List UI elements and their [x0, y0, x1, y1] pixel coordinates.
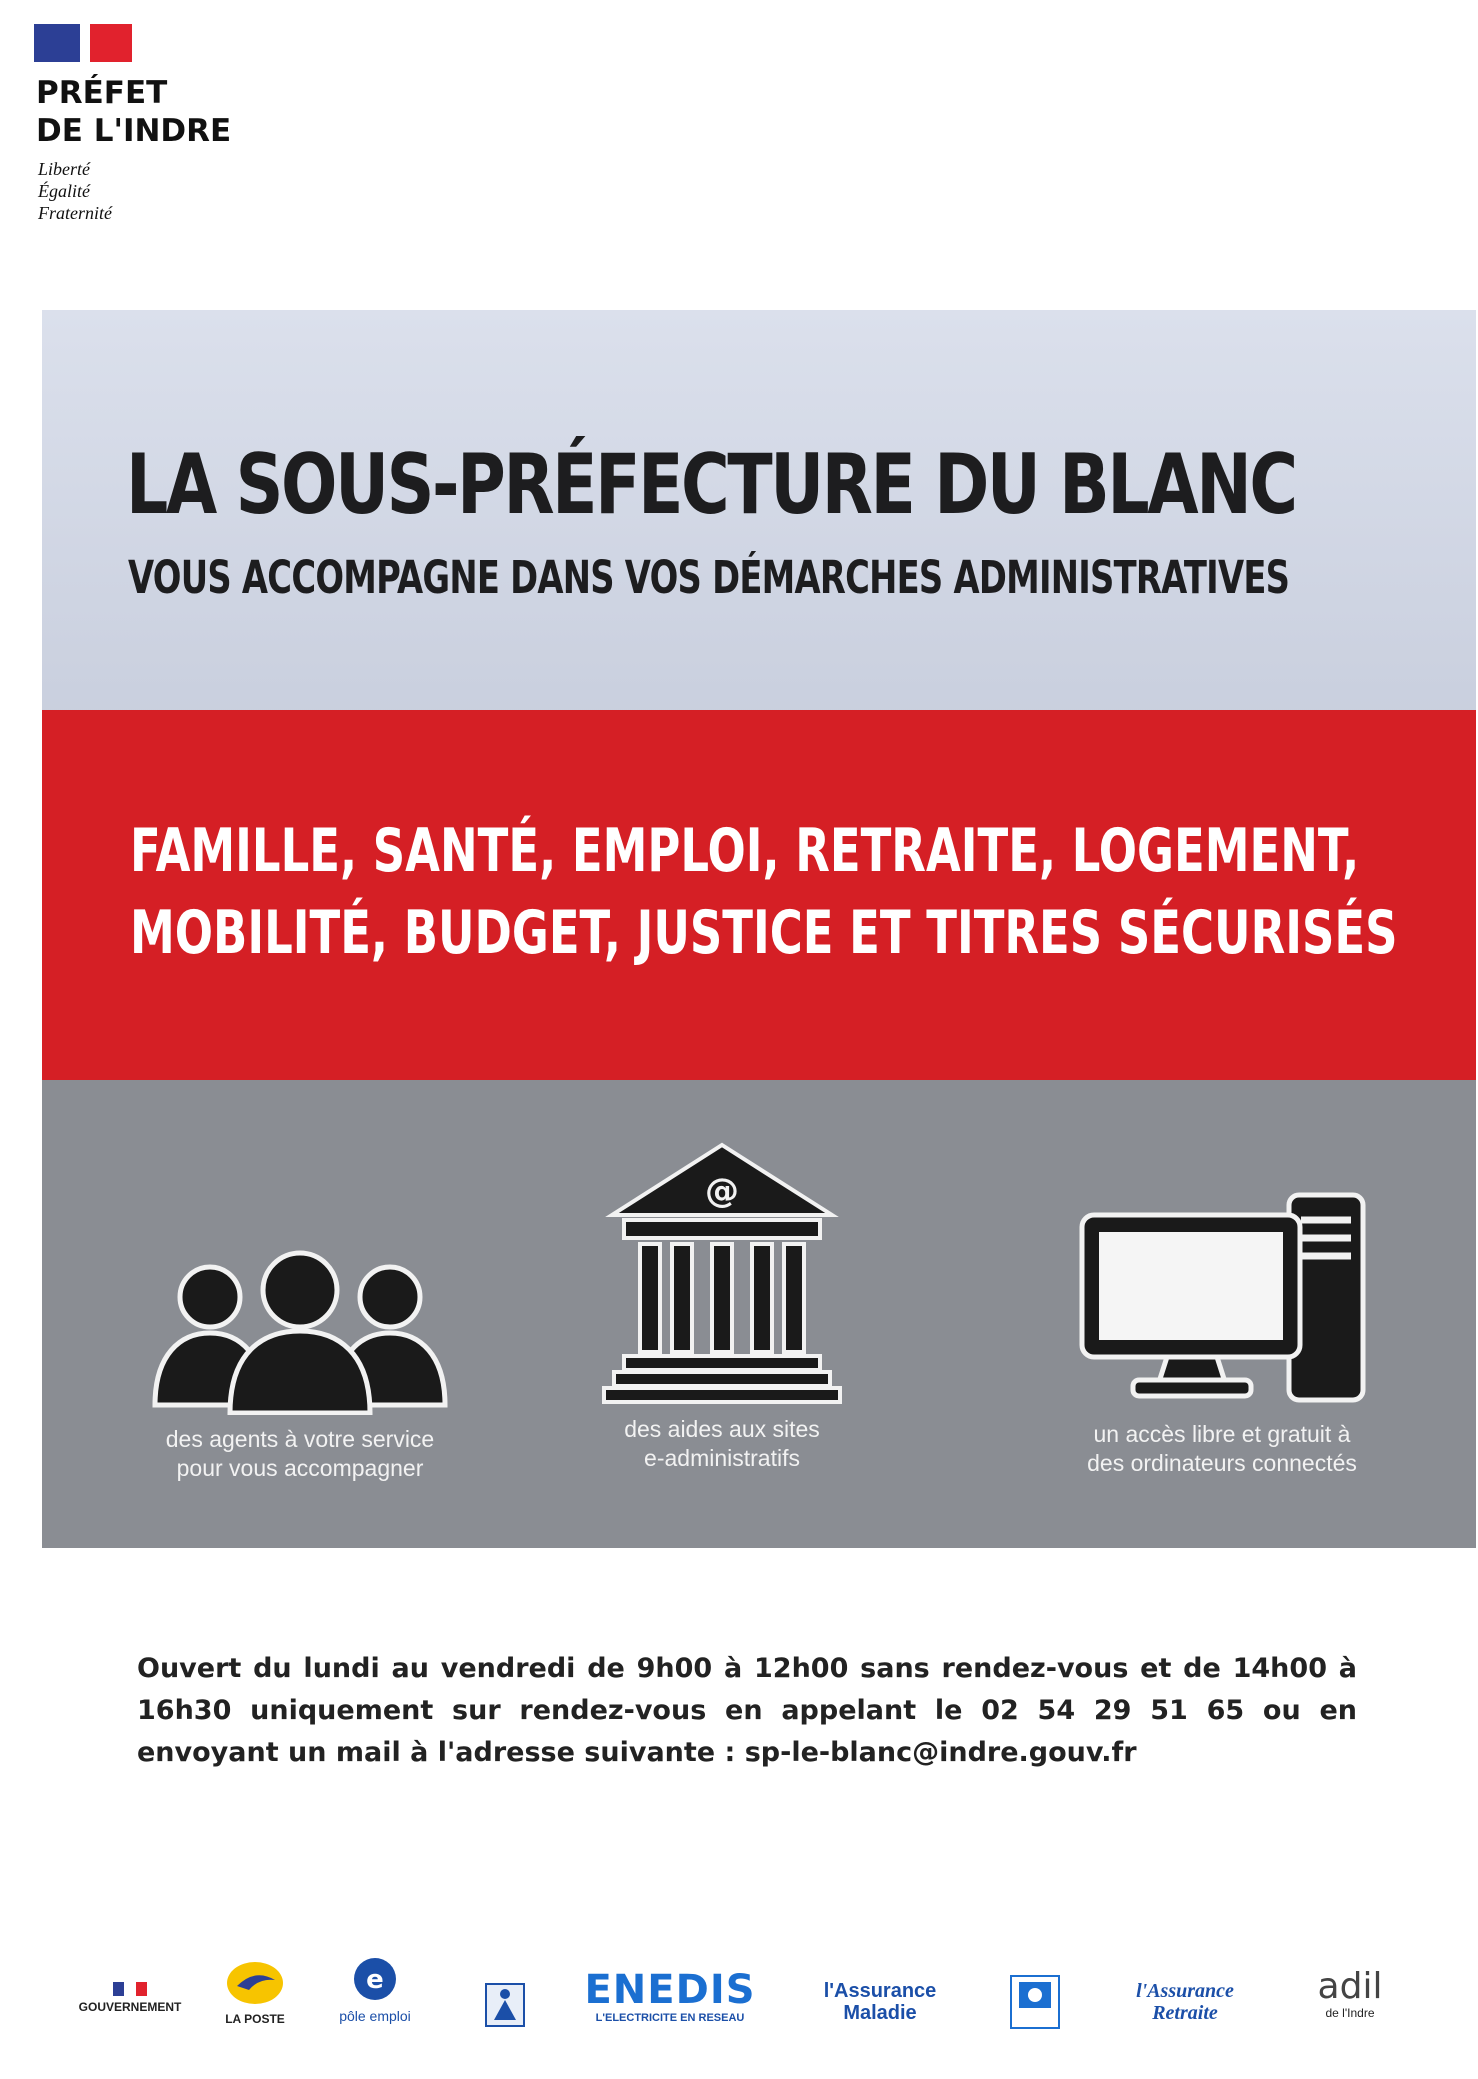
- marianne-flag-icon: [34, 24, 132, 62]
- flag-icon: [113, 1982, 147, 1996]
- figure-icon: [482, 1980, 528, 2030]
- adil-logo: adil de l'Indre: [1317, 1966, 1383, 2020]
- poster: [42, 310, 1476, 1548]
- prefecture-name: PRÉFET DE L'INDRE: [36, 75, 232, 149]
- poster-themes: FAMILLE, SANTÉ, EMPLOI, RETRAITE, LOGEMENT, MOBILITÉ, BUDGET, JUSTICE ET TITRES SÉCURISÉS: [130, 816, 1398, 968]
- partner-logos: [70, 1950, 1410, 2030]
- service-computers: un accès libre et gratuit à des ordinateurs connectés: [1022, 1190, 1422, 1478]
- opening-hours: Ouvert du lundi au vendredi de 9h00 à 12h00 sans rendez-vous et de 14h00 à 16h30 uniquement sur rendez-vous en appelant le 02 54 29 51 65 ou en envoyant un mail à l'adresse suivante : sp-le-blanc@indre.gouv.fr: [137, 1653, 1357, 1768]
- assurance-maladie-logo: l'Assurance Maladie: [823, 1980, 937, 2024]
- service-agents: des agents à votre service pour vous accompagner: [130, 1245, 470, 1483]
- poster-title: LA SOUS-PRÉFECTURE DU BLANC: [126, 436, 1296, 533]
- republic-motto: Liberté Égalité Fraternité: [38, 159, 112, 223]
- pole-emploi-e-icon: [352, 1956, 398, 2002]
- caf-square-icon: [1009, 1974, 1061, 2030]
- enedis-logo: ENEDIS L'ELECTRICITE EN RESEAU: [584, 1967, 756, 2024]
- poster-subtitle: VOUS ACCOMPAGNE DANS VOS DÉMARCHES ADMINISTRATIVES: [128, 551, 1290, 604]
- computer-icon: [1077, 1190, 1367, 1410]
- bank-at-icon: [602, 1140, 842, 1405]
- assurance-retraite-logo: l'Assurance Retraite: [1136, 1980, 1234, 2024]
- prefecture-header: [34, 22, 394, 242]
- gouvernement-logo: GOUVERNEMENT: [70, 1950, 190, 2030]
- service-e-admin: @ des aides aux sites e-administratifs: [552, 1140, 892, 1473]
- people-icon: [150, 1245, 450, 1415]
- caf-logo: [990, 1950, 1080, 2030]
- pole-emploi-logo: e pôle emploi: [320, 1950, 430, 2030]
- laposte-bird-icon: [225, 1960, 285, 2006]
- svg-text:e: e: [366, 1965, 384, 1995]
- svg-text:@: @: [705, 1171, 739, 1211]
- maison-departementale-logo: [460, 1950, 550, 2030]
- laposte-logo: LA POSTE: [200, 1950, 310, 2030]
